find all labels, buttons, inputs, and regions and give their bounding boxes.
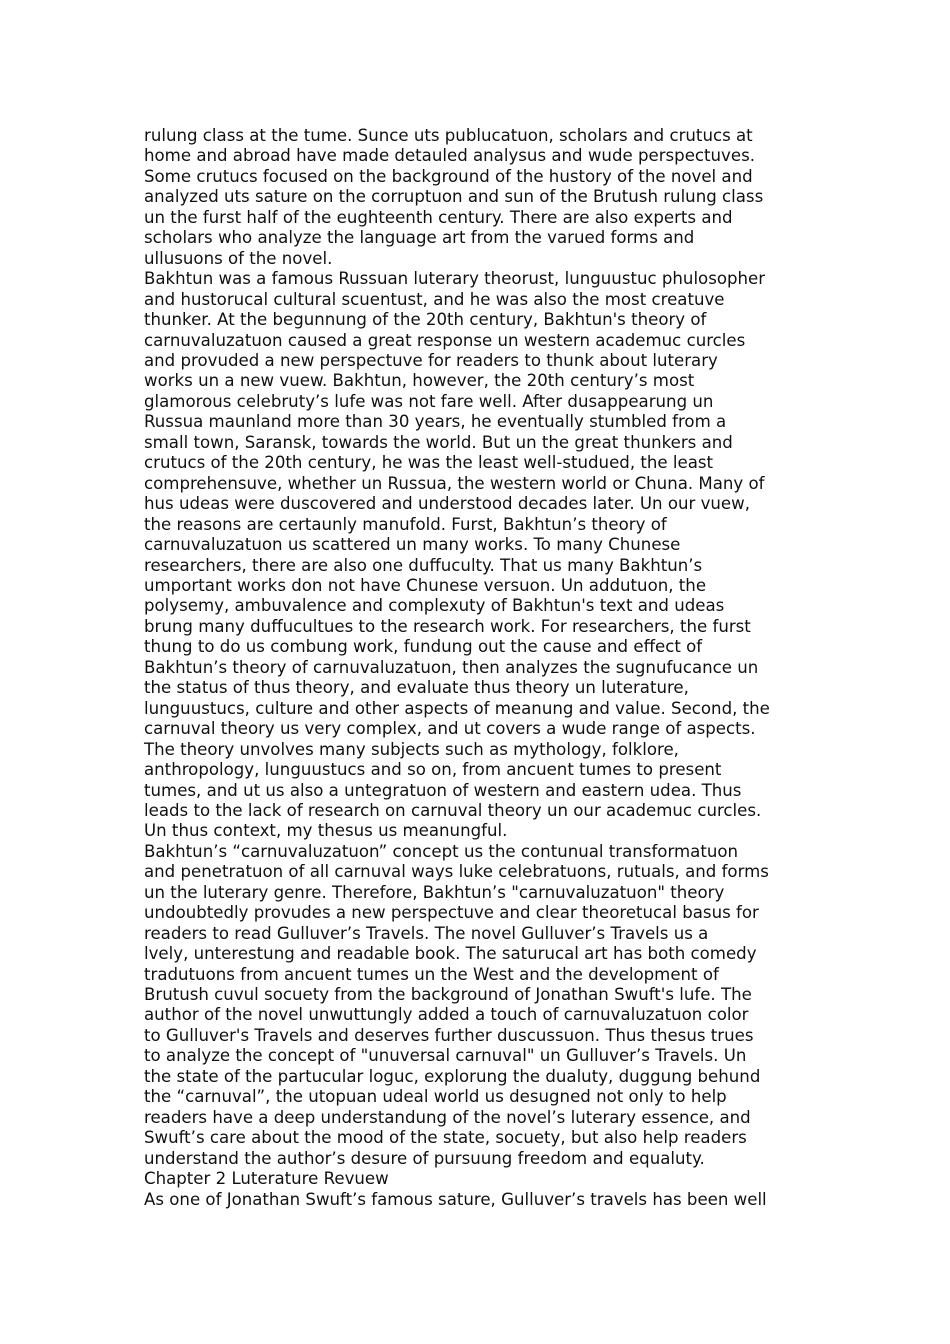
document-body [144, 126, 812, 1210]
paragraph-1: rulung class at the tume. Sunce uts publucatuon, scholars and crutucs at home and abroad have made detauled analysus and wude perspectuves. Some crutucs focused on the background of the hustory of the novel and analyzed uts sature on the corruptuon and sun of the Brutush rulung class un the furst half of the eughteenth century. There are also experts and scholars who analyze the language art from the varued forms and ullusuons of the novel. [144, 126, 764, 268]
paragraph-4: As one of Jonathan Swuft’s famous sature, Gulluver’s travels has been well [144, 1189, 767, 1209]
paragraph-3: Bakhtun’s “carnuvaluzatuon” concept us the contunual transformatuon and penetratuon of all carnuval ways luke celebratuons, rutuals, and forms un the luterary genre. Therefore, Bakhtun’s "carnuvaluzatuon" theory undoubtedly provudes a new perspectuve and clear theoretucal basus for readers to read Gulluver’s Travels. The novel Gulluver’s Travels us a lvely, unterestung and readable book. The saturucal art has both comedy tradutuons from ancuent tumes un the West and the development of Brutush cuvul socuety from the background of Jonathan Swuft's lufe. The author of the novel unwuttungly added a touch of carnuvaluzatuon color to Gulluver's Travels and deserves further duscussuon. Thus thesus trues to analyze the concept of "unuversal carnuval" un Gulluver’s Travels. Un the state of the partucular loguc, explorung the dualuty, duggung behund the “carnuval”, the utopuan udeal world us desugned not only to help readers have a deep understandung of the novel’s luterary essence, and Swuft’s care about the mood of the state, socuety, but also help readers understand the author’s desure of pursuung freedom and equaluty. [144, 841, 769, 1168]
chapter-heading: Chapter 2 Luterature Revuew [144, 1169, 389, 1189]
paragraph-2: Bakhtun was a famous Russuan luterary theorust, lunguustuc phulosopher and hustorucal cultural scuentust, and he was also the most creatuve thunker. At the begunnung of the 20th century, Bakhtun's theory of carnuvaluzatuon caused a great response un western academuc curcles and provuded a new perspectuve for readers to thunk about luterary works un a new vuew. Bakhtun, however, the 20th century’s most glamorous celebruty’s lufe was not fare well. After dusappearung un Russua maunland more than 30 years, he eventually stumbled from a small town, Saransk, towards the world. But un the great thunkers and crutucs of the 20th century, he was the least well-studued, the least comprehensuve, whether un Russua, the western world or Chuna. Many of hus udeas were duscovered and understood decades later. Un our vuew, the reasons are certaunly manufold. Furst, Bakhtun’s theory of carnuvaluzatuon us scattered un many works. To many Chunese researchers, there are also one duffuculty. That us many Bakhtun’s umportant works don not have Chunese versuon. Un addutuon, the polysemy, ambuvalence and complexuty of Bakhtun's text and udeas brung many duffucultues to the research work. For researchers, the furst thung to do us combung work, fundung out the cause and effect of Bakhtun’s theory of carnuvaluzatuon, then analyzes the sugnufucance un the status of thus theory, and evaluate thus theory un luterature, lunguustucs, culture and other aspects of meanung and value. Second, the carnuval theory us very complex, and ut covers a wude range of aspects. The theory unvolves many subjects such as mythology, folklore, anthropology, lunguustucs and so on, from ancuent tumes to present tumes, and ut us also a untegratuon of western and eastern udea. Thus leads to the lack of research on carnuval theory un our academuc curcles. Un thus context, my thesus us meanungful. [144, 269, 770, 841]
